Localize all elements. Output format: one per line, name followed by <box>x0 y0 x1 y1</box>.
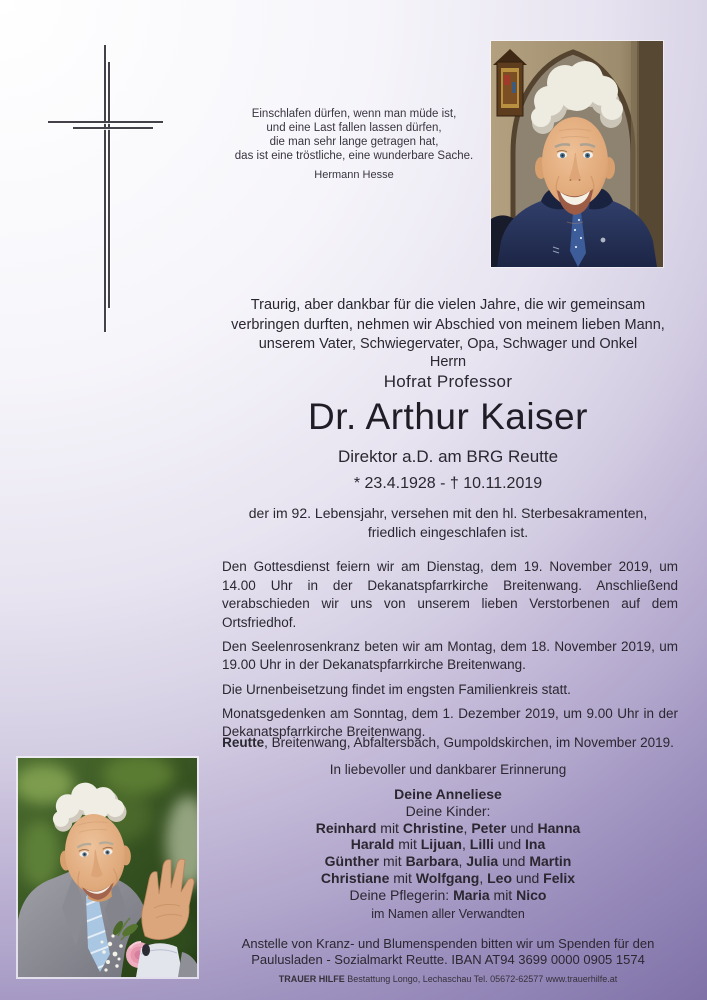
passing-line: der im 92. Lebensjahr, versehen mit den hl. Sterbesakramenten, <box>248 505 648 521</box>
quote-line: Einschlafen dürfen, wenn man müde ist, <box>251 108 457 120</box>
family-children-label: Deine Kinder: <box>405 802 491 819</box>
portrait-photo-top <box>491 41 663 267</box>
honorific-title: Hofrat Professor <box>383 372 513 391</box>
salutation: Herrn <box>429 354 467 370</box>
family-line: Reinhard mit Christine, Peter und Hanna <box>315 819 581 836</box>
family-wife-line: Deine Anneliese <box>394 786 502 802</box>
family-line: Günther mit Barbara, Julia und Martin <box>324 853 572 870</box>
family-line: Christiane mit Wolfgang, Leo und Felix <box>320 869 576 886</box>
service-announcements <box>222 558 678 747</box>
deceased-name: Dr. Arthur Kaiser <box>308 396 588 437</box>
cross-vertical-line <box>104 45 106 332</box>
lapel-pin <box>601 238 606 243</box>
intro-line: verbringen durften, nehmen wir Abschied von meinem lieben Mann, <box>231 316 665 333</box>
family-list <box>316 786 581 922</box>
passing-note <box>249 504 647 541</box>
deceased-position: Direktor a.D. am BRG Reutte <box>337 447 559 466</box>
intro-line: unserem Vater, Schwiegervater, Opa, Schwager und Onkel <box>258 336 638 352</box>
places-line: Reutte, Breitenwang, Abfaltersbach, Gumpoldskirchen, im November 2019. <box>222 735 674 750</box>
announcement-paragraph: Den Seelenrosenkranz beten wir am Montag, dem 18. November 2019, um 19.00 Uhr in der Dekanatspfarrkirche Breitenwang. <box>222 638 678 673</box>
donation-note <box>242 936 655 968</box>
quote-line: das ist eine tröstliche, eine wunderbare Sache. <box>234 150 474 162</box>
announcement-paragraph: Monatsgedenken am Sonntag, dem 1. Dezember 2019, um 9.00 Uhr in der Dekanatspfarrkirche Breitenwang. <box>222 705 678 740</box>
quote-author: Hermann Hesse <box>314 169 394 181</box>
announcement-paragraph: Den Gottesdienst feiern wir am Dienstag, dem 19. November 2019, um 14.00 Uhr in der Dekanatspfarrkirche Breitenwang. Anschließend verabschieden wir uns von unserem lieben Verstorbenen auf dem Ortsfriedhof. <box>222 559 678 630</box>
wristwatch <box>142 944 150 956</box>
memorial-quote <box>235 107 473 182</box>
life-dates: * 23.4.1928 - † 10.11.2019 <box>353 475 543 492</box>
quote-line: und eine Last fallen lassen dürfen, <box>266 122 442 134</box>
donation-line: Paulusladen - Sozialmarkt Reutte. IBAN AT94 3699 0000 0905 1574 <box>251 951 645 967</box>
cross-horizontal-line <box>48 121 163 123</box>
cross-horizontal-line-offset <box>73 127 153 129</box>
announcement-paragraph: Die Urnenbeisetzung findet im engsten Familienkreis statt. <box>222 681 571 697</box>
funeral-home-footer: TRAUER HILFE Bestattung Longo, Lechaschau Tel. 05672-62577 www.trauerhilfe.at <box>278 974 618 984</box>
remembrance-line: In liebevoller und dankbarer Erinnerung <box>329 762 567 777</box>
intro-text <box>231 296 665 355</box>
portrait-photo-bottom <box>18 758 197 977</box>
donation-line: Anstelle von Kranz- und Blumenspenden bitten wir um Spenden für den <box>241 936 655 951</box>
cross-vertical-line-offset <box>108 62 110 308</box>
passing-line: friedlich eingeschlafen ist. <box>367 523 529 540</box>
family-line: Harald mit Lijuan, Lilli und Ina <box>350 836 546 853</box>
garden-portrait-graphic <box>18 758 197 977</box>
intro-line: Traurig, aber dankbar für die vielen Jahre, die wir gemeinsam <box>250 297 646 313</box>
church-portrait-graphic <box>491 41 663 267</box>
family-caregiver-line: Deine Pflegerin: Maria mit Nico <box>349 886 547 903</box>
quote-line: die man sehr lange getragen hat, <box>269 136 439 148</box>
family-closing: im Namen aller Verwandten <box>371 906 525 921</box>
